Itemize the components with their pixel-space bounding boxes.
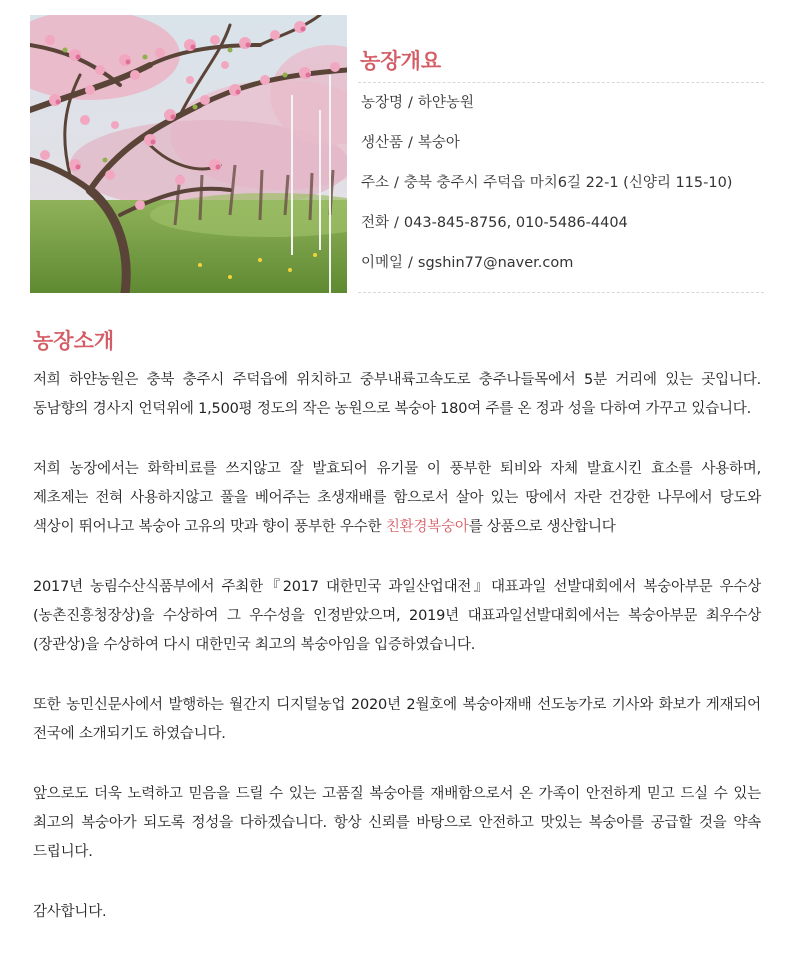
- farm-introduction: [33, 322, 761, 958]
- intro-paragraph-4: 또한 농민신문사에서 발행하는 월간지 디지털농업 2020년 2월호에 복숭아재배 선도농가로 기사와 화보가 게재되어 전국에 소개되기도 하였습니다.: [33, 697, 761, 742]
- product-label: 생산품: [361, 135, 404, 151]
- intro-paragraph-2-text-b: 를 상품으로 생산합니다: [468, 519, 616, 535]
- product-value: 복숭아: [417, 135, 460, 151]
- overview-divider: [358, 283, 764, 293]
- email-row: 이메일 / sgshin77@naver.com: [361, 255, 574, 271]
- phone-row: 전화 / 043-845-8756, 010-5486-4404: [361, 215, 628, 231]
- phone-value: 043-845-8756, 010-5486-4404: [403, 215, 628, 231]
- intro-paragraph-2-text-a: 저희 농장에서는 화학비료를 쓰지않고 잘 발효되어 유기물 이 풍부한 퇴비와 자체 발효시킨 효소를 사용하며, 제초제는 전혀 사용하지않고 풀을 베어주는 초생재배를 함으로서 살아 있는 땅에서 자란 건강한 나무에서 당도와 색상이 뛰어나고 복숭아 고유의 맛과 향이 풍부한 우수한: [33, 461, 761, 535]
- intro-title: 농장소개: [33, 329, 115, 353]
- address-row: 주소 / 충북 충주시 주덕읍 마치6길 22-1 (신양리 115-10): [361, 175, 733, 191]
- farm-overview: [358, 40, 764, 293]
- address-label: 주소: [361, 175, 390, 191]
- orchard-photo: [30, 15, 347, 293]
- product-row: 생산품 / 복숭아: [361, 135, 460, 151]
- intro-paragraph-5: 앞으로도 더욱 노력하고 믿음을 드릴 수 있는 고품질 복숭아를 재배함으로서 온 가족이 안전하게 믿고 드실 수 있는 최고의 복숭아가 되도록 정성을 다하겠습니다. 항상 신뢰를 바탕으로 안전하고 맛있는 복숭아를 공급할 것을 약속 드립니다.: [33, 786, 761, 860]
- intro-paragraph-2: [33, 455, 761, 542]
- email-value: sgshin77@naver.com: [417, 255, 574, 271]
- farm-name-row: 농장명 / 하얀농원: [361, 95, 474, 111]
- farm-name-label: 농장명: [361, 95, 404, 111]
- farm-name-value: 하얀농원: [417, 95, 474, 111]
- address-value: 충북 충주시 주덕읍 마치6길 22-1 (신양리 115-10): [403, 175, 733, 191]
- phone-label: 전화: [361, 215, 390, 231]
- overview-title: 농장개요: [358, 40, 764, 83]
- intro-paragraph-3: 2017년 농림수산식품부에서 주최한『2017 대한민국 과일산업대전』대표과일 선발대회에서 복숭아부문 우수상(농촌진흥청장상)을 수상하여 그 우수성을 인정받았으며, 2019년 대표과일선발대회에서는 복숭아부문 최우수상(장관상)을 수상하여 다시 대한민국 최고의 복숭아임을 입증하였습니다.: [33, 579, 761, 653]
- eco-peach-highlight: 친환경복숭아: [385, 519, 469, 535]
- intro-closing: 감사합니다.: [33, 904, 107, 920]
- intro-paragraph-1: 저희 하얀농원은 충북 충주시 주덕읍에 위치하고 중부내륙고속도로 충주나들목에서 5분 거리에 있는 곳입니다. 동남향의 경사지 언덕위에 1,500평 정도의 작은 농원으로 복숭아 180여 주를 온 정과 성을 다하여 가꾸고 있습니다.: [33, 372, 761, 417]
- email-label: 이메일: [361, 255, 404, 271]
